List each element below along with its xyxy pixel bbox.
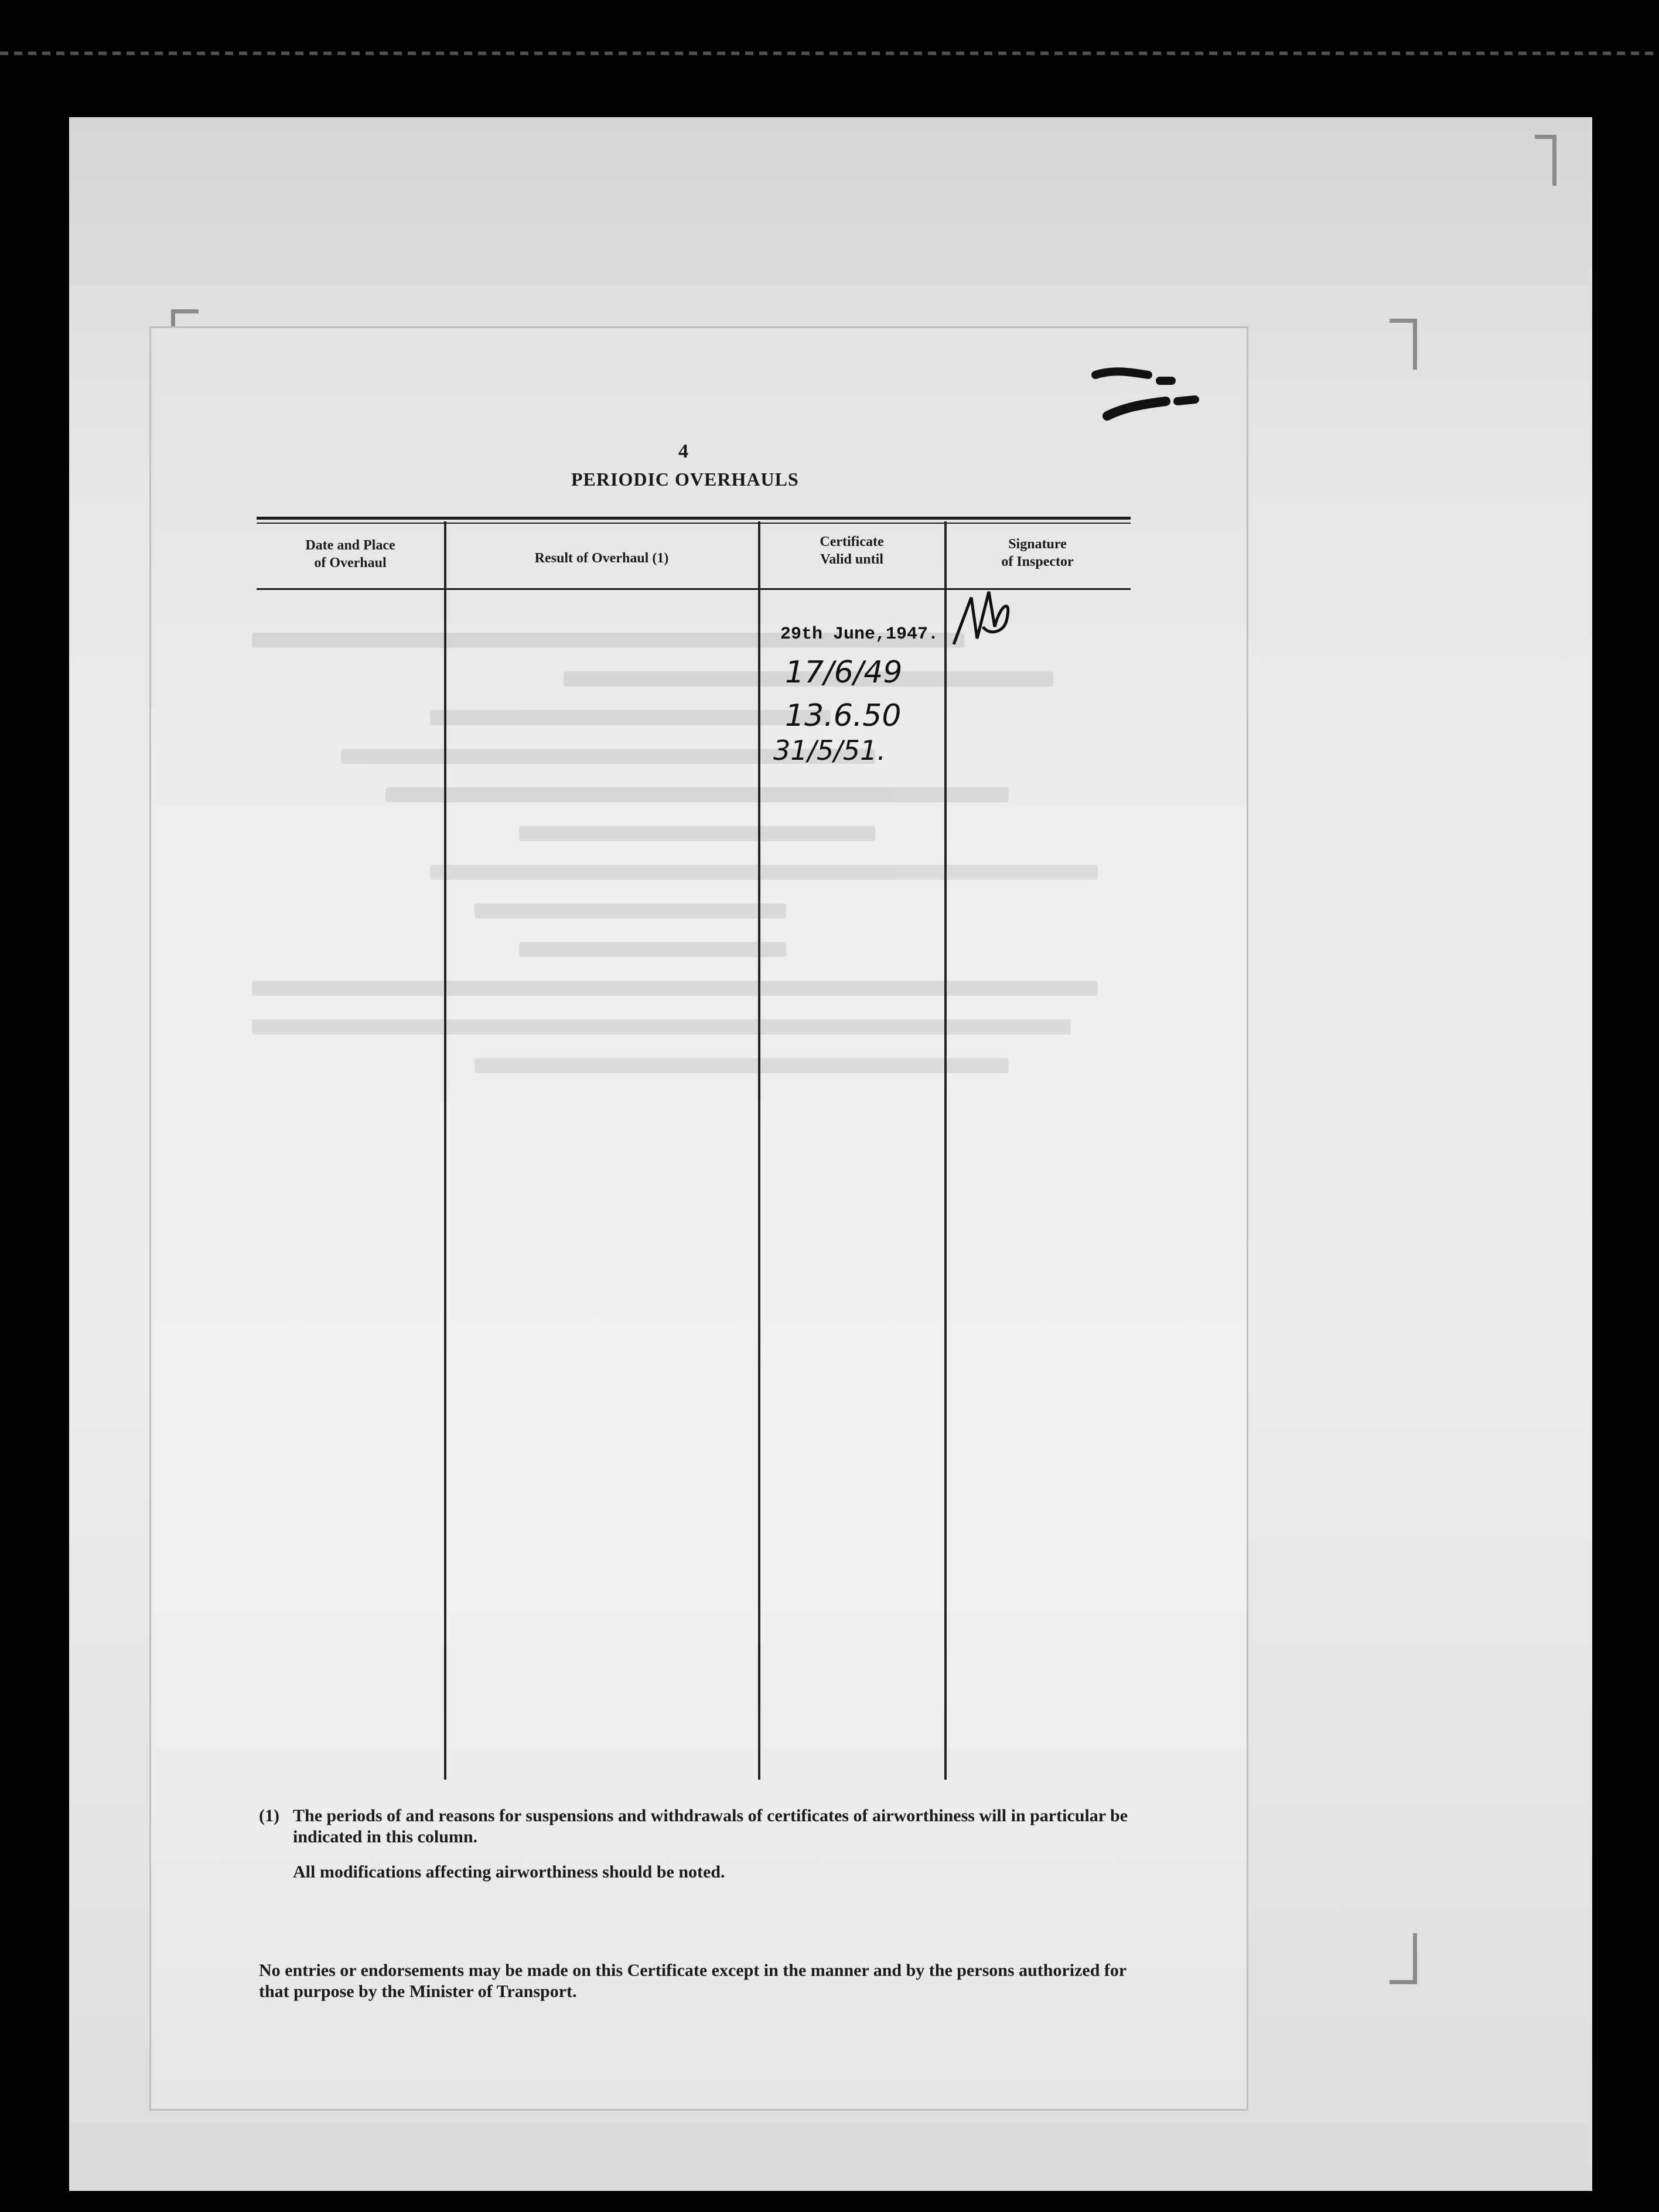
header-date-place: Date and Place of Overhaul: [305, 538, 395, 571]
crop-mark-top-right: [1390, 319, 1417, 370]
footnote-marker: (1): [259, 1806, 279, 1825]
endorsement-note: No entries or endorsements may be made on this Certificate except in the manner and by the persons authorized for that purpose by the Minister of Transport.: [259, 1961, 1127, 2001]
page-title: PERIODIC OVERHAULS: [571, 469, 799, 490]
page-number: 4: [678, 441, 688, 462]
ink-marks: [1090, 357, 1207, 433]
column-divider-1: [444, 521, 446, 1780]
valid-until-entry-4: 31/5/51.: [773, 735, 886, 766]
inspector-signature: [948, 580, 1018, 656]
valid-until-entry-3: 13.6.50: [785, 698, 902, 733]
film-edge: [0, 52, 1659, 55]
header-result: Result of Overhaul (1): [534, 551, 669, 566]
valid-until-entry-2: 17/6/49: [785, 655, 903, 690]
crop-mark-right: [1535, 135, 1556, 186]
column-divider-2: [758, 521, 760, 1780]
column-divider-3: [944, 521, 947, 1780]
bleed-through-text: [252, 609, 1142, 1605]
valid-until-entry-1: 29th June,1947.: [780, 624, 939, 644]
header-valid-until: Certificate Valid until: [820, 534, 884, 567]
table-top-rule-inner: [257, 523, 1131, 524]
table-top-rule: [257, 517, 1131, 520]
crop-mark-bottom-right: [1390, 1933, 1417, 1984]
header-signature: Signature of Inspector: [1001, 537, 1074, 569]
footnote-text: The periods of and reasons for suspensions and withdrawals of certificates of airworthiness will in particular be indicated in this column.: [293, 1806, 1128, 1846]
modifications-note: All modifications affecting airworthiness should be noted.: [293, 1862, 725, 1882]
